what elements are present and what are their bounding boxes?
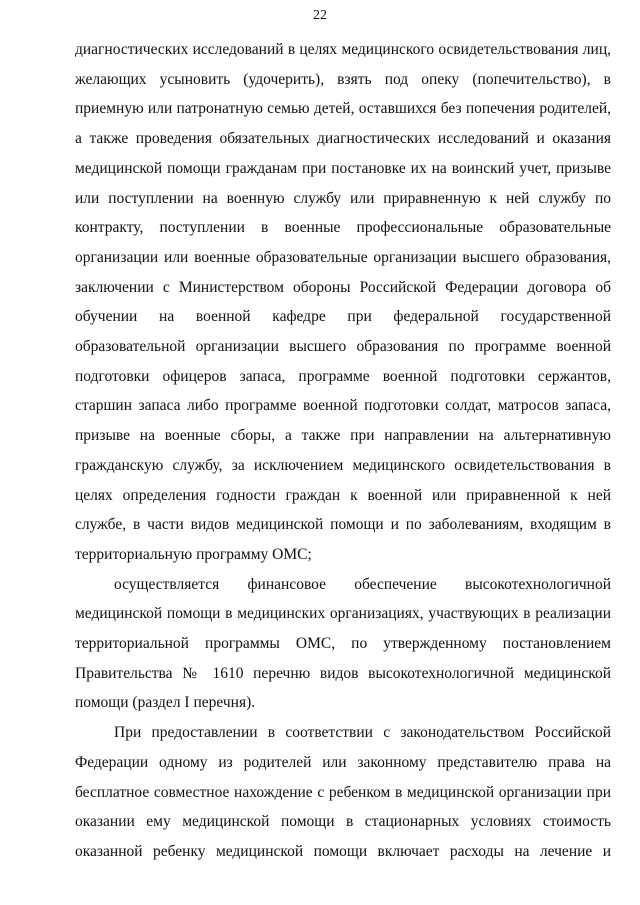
paragraph-diagnostic-examinations: диагностических исследований в целях медицинского освидетельствования лиц, желающих усыновить (удочерить), взять под опеку (попечительство), в приемную или патронатную семью детей, оставшихся без попечения родителей, а также проведения обязательных диагностических исследований и оказания медицинской помощи гражданам при постановке их на воинский учет, призыве или поступлении на военную службу или приравненную к ней службу по контракту, поступлении в военные профессиональные образовательные организации или военные образовательные организации высшего образования, заключении с Министерством обороны Российской Федерации договора об обучении на военной кафедре при федеральной государственной образовательной организации высшего образования по программе военной подготовки офицеров запаса, программе военной подготовки сержантов, старшин запаса либо программе военной подготовки солдат, матросов запаса, призыве на военные сборы, а также при направлении на альтернативную гражданскую службу, за исключением медицинского освидетельствования в целях определения годности граждан к военной или приравненной к ней службе, в части видов медицинской помощи и по заболеваниям, входящим в территориальную программу ОМС; <box>75 41 611 563</box>
document-body <box>75 35 611 867</box>
page-number: 22 <box>313 8 327 23</box>
paragraph-high-tech-care: осуществляется финансовое обеспечение высокотехнологичной медицинской помощи в медицинских организациях, участвующих в реализации территориальной программы ОМС, по утвержденному постановлением Правительства № 1610 перечню видов высокотехнологичной медицинской помощи (раздел I перечня). <box>75 575 611 712</box>
paragraph-joint-stay: При предоставлении в соответствии с законодательством Российской Федерации одному из родителей или законному представителю права на бесплатное совместное нахождение с ребенком в медицинской организации при оказании ему медицинской помощи в стационарных условиях стоимость оказанной ребенку медицинской помощи включает расходы на лечение и <box>75 724 611 860</box>
